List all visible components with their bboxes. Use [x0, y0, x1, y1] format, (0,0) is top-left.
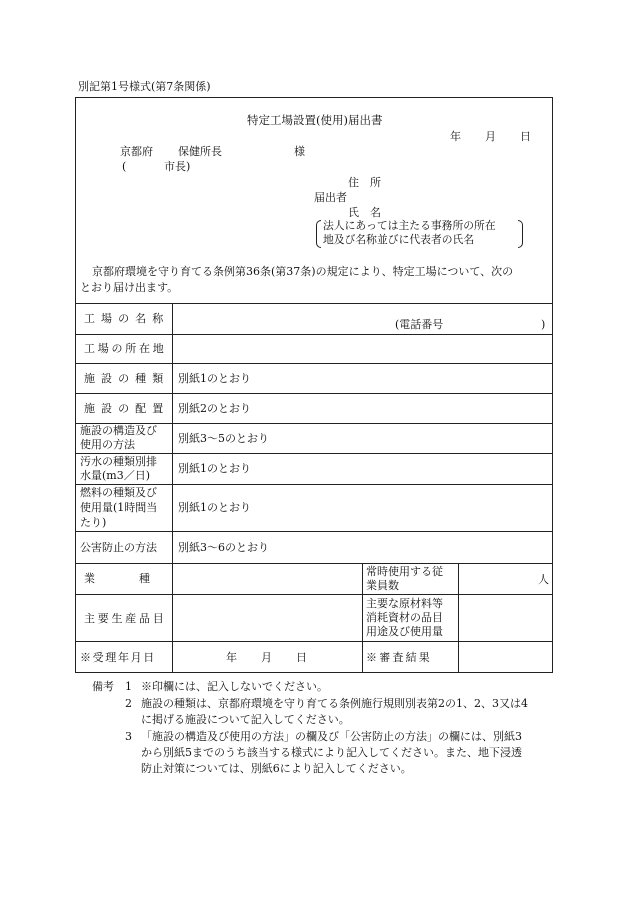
note-1-number: 1: [125, 680, 132, 693]
facility-type-value: 別紙1のとおり: [178, 372, 251, 385]
notifier-label: 届出者: [314, 191, 347, 204]
facility-structure-value: 別紙3～5のとおり: [178, 432, 269, 445]
fuel-label-2: 使用量(1時間当: [80, 501, 158, 514]
factory-name-label: 工場の名称: [84, 312, 170, 325]
note-1: ※印欄には、記入しないでください。: [141, 680, 328, 693]
notifier-address-label: 住 所: [348, 176, 381, 189]
note-2-line1: 施設の種類は、京都府環境を守り育てる条例施行規則別表第2の1、2、3又は4: [141, 697, 528, 710]
note-3-line3: 防止対策については、別紙6により記入してください。: [141, 762, 412, 775]
factory-name-field[interactable]: [176, 305, 546, 332]
employees-label-2: 業員数: [366, 579, 399, 592]
row-line: [75, 594, 553, 595]
note-2-number: 2: [125, 697, 132, 710]
date-year: 年: [450, 130, 461, 143]
industry-label: 業 種: [84, 572, 150, 585]
phone-label: (電話番号: [395, 318, 444, 331]
receipt-date-label: ※受理年月日: [80, 651, 156, 664]
note-2-line2: に掲げる施設について記入してください。: [141, 713, 350, 726]
notifier-note-brace-left: [316, 220, 321, 248]
addressee-prefecture: 京都府: [120, 145, 153, 158]
phone-close: ): [541, 318, 546, 331]
facility-layout-label: 施設の配置: [84, 402, 170, 415]
addressee-mayor: 市長): [164, 160, 191, 173]
materials-label-1: 主要な原材料等: [366, 597, 443, 610]
notes-heading: 備考: [92, 680, 114, 693]
form-title: 特定工場設置(使用)届出書: [247, 113, 383, 127]
intro-line1: 京都府環境を守り育てる条例第36条(第37条)の規定により、特定工場について、次の: [92, 265, 514, 278]
intro-line2: とおり届け出ます。: [80, 281, 179, 294]
employees-unit: 人: [538, 573, 549, 586]
factory-location-label: 工場の所在地: [84, 342, 167, 355]
middle-column-divider: [362, 563, 363, 673]
wastewater-label-2: 水量(m3／日): [80, 469, 151, 482]
date-day: 日: [520, 130, 531, 143]
notifier-note-line2: 地及び名称並びに代表者の氏名: [323, 233, 475, 246]
fuel-label-1: 燃料の種類及び: [80, 486, 157, 499]
row-line: [75, 563, 553, 564]
employees-field[interactable]: [462, 565, 532, 592]
addressee-paren-open: (: [122, 160, 127, 173]
facility-type-label: 施設の種類: [84, 372, 170, 385]
facility-layout-value: 別紙2のとおり: [178, 402, 251, 415]
row-line: [75, 393, 553, 394]
notifier-note-brace-right: [518, 220, 523, 248]
materials-field[interactable]: [462, 596, 550, 639]
row-line: [75, 334, 553, 335]
table-top-line: [75, 303, 553, 304]
note-3-line2: から別紙5までのうち該当する様式により記入してください。また、地下浸透: [141, 746, 522, 759]
pollution-prevention-label: 公害防止の方法: [80, 541, 157, 554]
addressee-office: 保健所長: [178, 145, 222, 158]
receipt-day: 日: [296, 651, 307, 664]
materials-label-3: 用途及び使用量: [366, 625, 443, 638]
main-products-field[interactable]: [176, 596, 359, 639]
row-line: [75, 531, 553, 532]
employees-label-1: 常時使用する従: [366, 565, 443, 578]
receipt-year: 年: [226, 651, 237, 664]
main-products-label: 主要生産品目: [84, 612, 167, 625]
materials-label-2: 消耗資材の品目: [366, 611, 443, 624]
receipt-month: 月: [261, 651, 272, 664]
wastewater-label-1: 汚水の種類別排: [80, 455, 157, 468]
industry-field[interactable]: [176, 565, 359, 592]
date-month: 月: [485, 130, 496, 143]
addressee-honorific: 様: [294, 145, 305, 158]
label-column-divider: [172, 303, 173, 673]
notifier-note-line1: 法人にあっては主たる事務所の所在: [323, 219, 496, 232]
fuel-value: 別紙1のとおり: [178, 501, 251, 514]
fuel-label-3: たり): [80, 516, 107, 529]
wastewater-value: 別紙1のとおり: [178, 462, 251, 475]
notifier-name-label: 氏 名: [348, 206, 381, 219]
facility-structure-label-2: 使用の方法: [80, 438, 135, 451]
review-result-label: ※審査結果: [366, 651, 432, 664]
note-3-number: 3: [125, 730, 132, 743]
factory-location-field[interactable]: [176, 336, 546, 361]
note-3-line1: 「施設の構造及び使用の方法」の欄及び「公害防止の方法」の欄には、別紙3: [141, 730, 522, 743]
form-id: 別記第1号様式(第7条関係): [78, 80, 211, 93]
pollution-prevention-value: 別紙3～6のとおり: [178, 541, 269, 554]
facility-structure-label-1: 施設の構造及び: [80, 424, 157, 437]
row-line: [75, 363, 553, 364]
row-line: [75, 641, 553, 642]
right-column-divider: [458, 563, 459, 673]
